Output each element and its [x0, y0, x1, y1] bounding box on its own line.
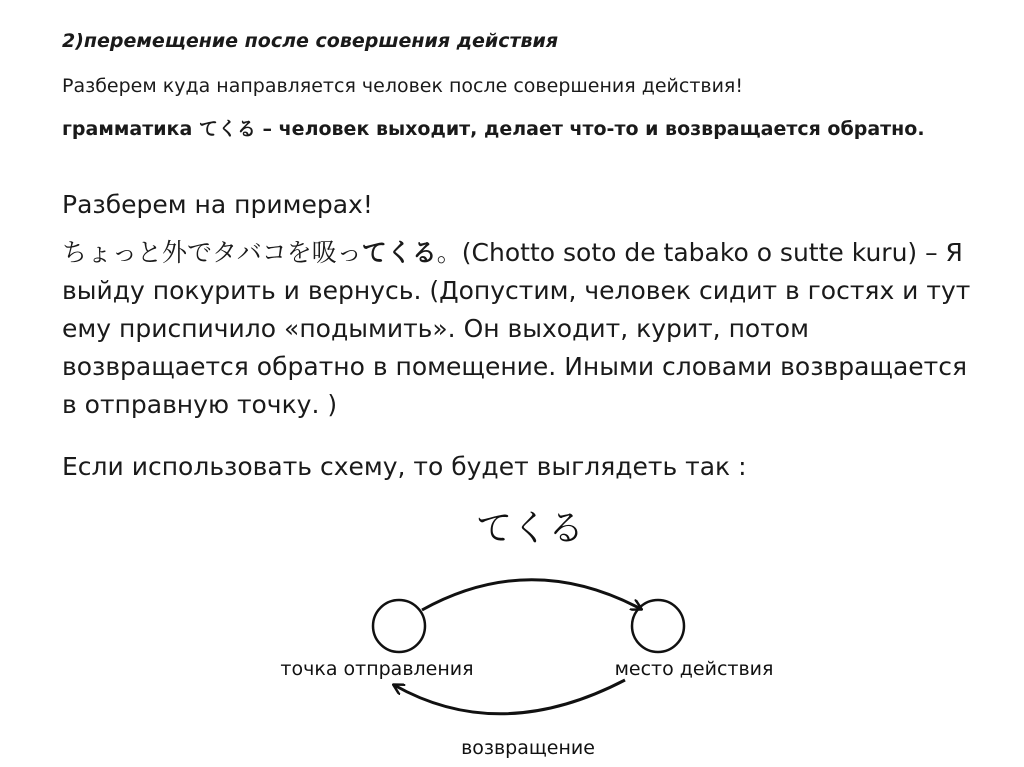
scheme-intro: Если использовать схему, то будет выглядеть так : [62, 452, 747, 481]
section-heading: 2)перемещение после совершения действия [62, 30, 559, 52]
return-arrow [394, 680, 625, 714]
return-label: возвращение [461, 737, 595, 759]
grammar-prefix: грамматика [62, 118, 199, 140]
example-japanese-end: 。 [436, 238, 462, 267]
grammar-definition [62, 112, 962, 146]
examples-title: Разберем на примерах! [62, 190, 373, 219]
teku-diagram [0, 500, 1024, 767]
intro-text: Разберем куда направляется человек после совершения действия! [62, 75, 743, 97]
example-explanation: (Chotto soto de tabako o sutte kuru) – Я выйду покурить и вернусь. (Допустим, человек сидит в гостях и тут ему приспичило «подымить». Он выходит, курит, потом возвращается обратно в помещение. Иными словами возвращается в отправную точку. ) [62, 238, 971, 419]
start-point-circle [373, 600, 425, 652]
example-paragraph [62, 234, 982, 424]
diagram-title: てくる [475, 508, 585, 549]
start-point-label: точка отправления [280, 658, 474, 680]
outgoing-arrow [422, 580, 641, 610]
example-japanese: ちょっと外でタバコを吸っ [62, 238, 362, 267]
action-place-label: место действия [614, 658, 774, 680]
example-japanese-form: てくる [361, 238, 437, 267]
grammar-description: – человек выходит, делает что-то и возвращается обратно. [255, 118, 925, 140]
grammar-form: てくる [198, 118, 256, 140]
